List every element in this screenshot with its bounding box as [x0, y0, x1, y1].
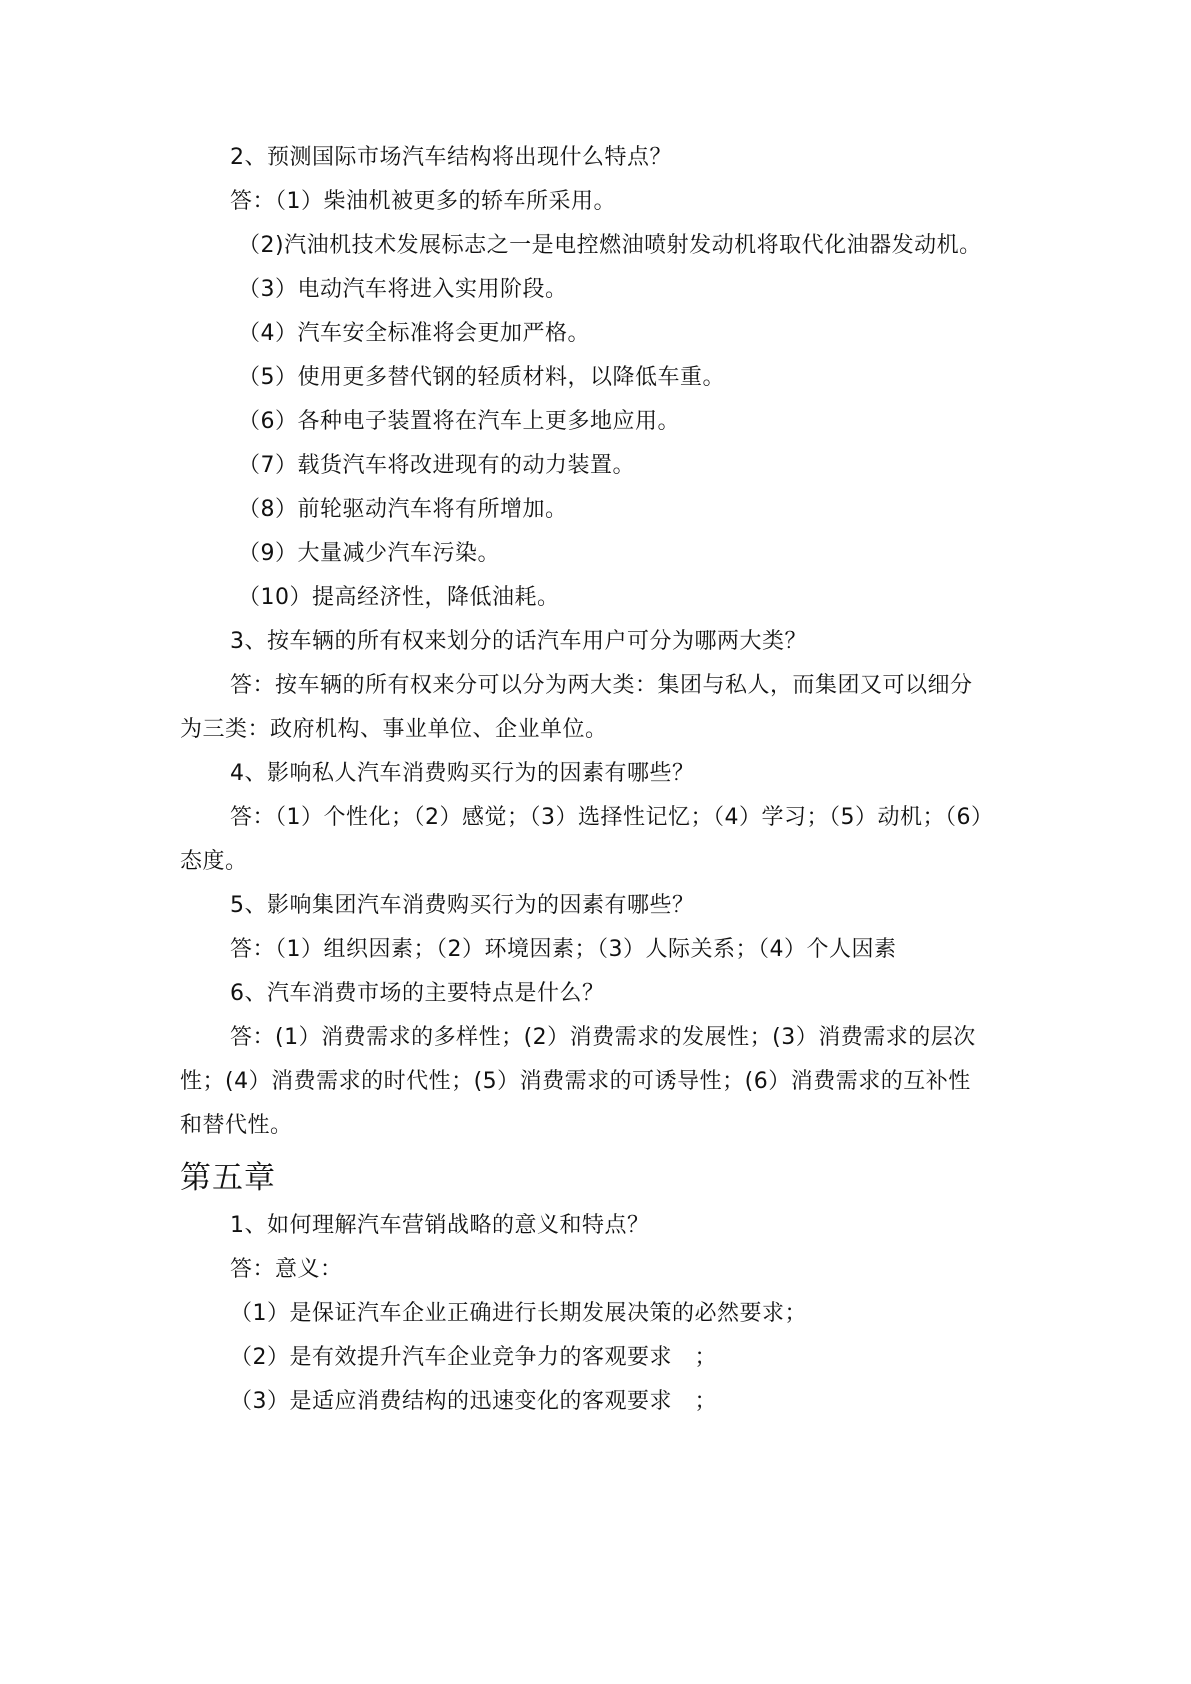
answer-4-line-1: 答：（1）个性化；（2）感觉；（3）选择性记忆；（4）学习；（5）动机；（6）	[230, 805, 994, 830]
chapter-answer-1-line-1: 答：意义：	[230, 1257, 343, 1282]
chapter-title: 第五章	[180, 1160, 276, 1196]
answer-3-line-1: 答：按车辆的所有权来分可以分为两大类：集团与私人，而集团又可以细分	[230, 673, 973, 698]
answer-2-line-1: 答：（1）柴油机被更多的轿车所采用。	[230, 189, 616, 214]
answer-2-line-7: （7）载货汽车将改进现有的动力装置。	[238, 453, 635, 478]
chapter-question-1: 1、如何理解汽车营销战略的意义和特点？	[230, 1213, 650, 1238]
answer-4-line-2: 态度。	[180, 849, 248, 874]
chapter-answer-1-line-3: （2）是有效提升汽车企业竞争力的客观要求 ；	[230, 1345, 717, 1370]
question-4: 4、影响私人汽车消费购买行为的因素有哪些？	[230, 761, 695, 786]
answer-2-line-9: （9）大量减少汽车污染。	[238, 541, 500, 566]
answer-6-line-3: 和替代性。	[180, 1113, 293, 1138]
answer-5: 答：（1）组织因素；（2）环境因素；（3）人际关系；（4）个人因素	[230, 937, 897, 962]
answer-2-line-5: （5）使用更多替代钢的轻质材料，以降低车重。	[238, 365, 725, 390]
question-2: 2、预测国际市场汽车结构将出现什么特点？	[230, 145, 672, 170]
chapter-answer-1-line-4: （3）是适应消费结构的迅速变化的客观要求 ；	[230, 1389, 717, 1414]
answer-6-line-2: 性；(4）消费需求的时代性；(5）消费需求的可诱导性；(6）消费需求的互补性	[180, 1069, 971, 1094]
answer-2-line-8: （8）前轮驱动汽车将有所增加。	[238, 497, 568, 522]
answer-6-line-1: 答：(1）消费需求的多样性；(2）消费需求的发展性；(3）消费需求的层次	[230, 1025, 976, 1050]
chapter-answer-1-line-2: （1）是保证汽车企业正确进行长期发展决策的必然要求；	[230, 1301, 807, 1326]
answer-2-line-10: （10）提高经济性，降低油耗。	[238, 585, 560, 610]
question-6: 6、汽车消费市场的主要特点是什么？	[230, 981, 605, 1006]
answer-3-line-2: 为三类：政府机构、事业单位、企业单位。	[180, 717, 608, 742]
answer-2-line-3: （3）电动汽车将进入实用阶段。	[238, 277, 568, 302]
question-3: 3、按车辆的所有权来划分的话汽车用户可分为哪两大类？	[230, 629, 807, 654]
answer-2-line-4: （4）汽车安全标准将会更加严格。	[238, 321, 590, 346]
answer-2-line-6: （6）各种电子装置将在汽车上更多地应用。	[238, 409, 680, 434]
answer-2-line-2: （2)汽油机技术发展标志之一是电控燃油喷射发动机将取代化油器发动机。	[238, 233, 982, 258]
question-5: 5、影响集团汽车消费购买行为的因素有哪些？	[230, 893, 695, 918]
